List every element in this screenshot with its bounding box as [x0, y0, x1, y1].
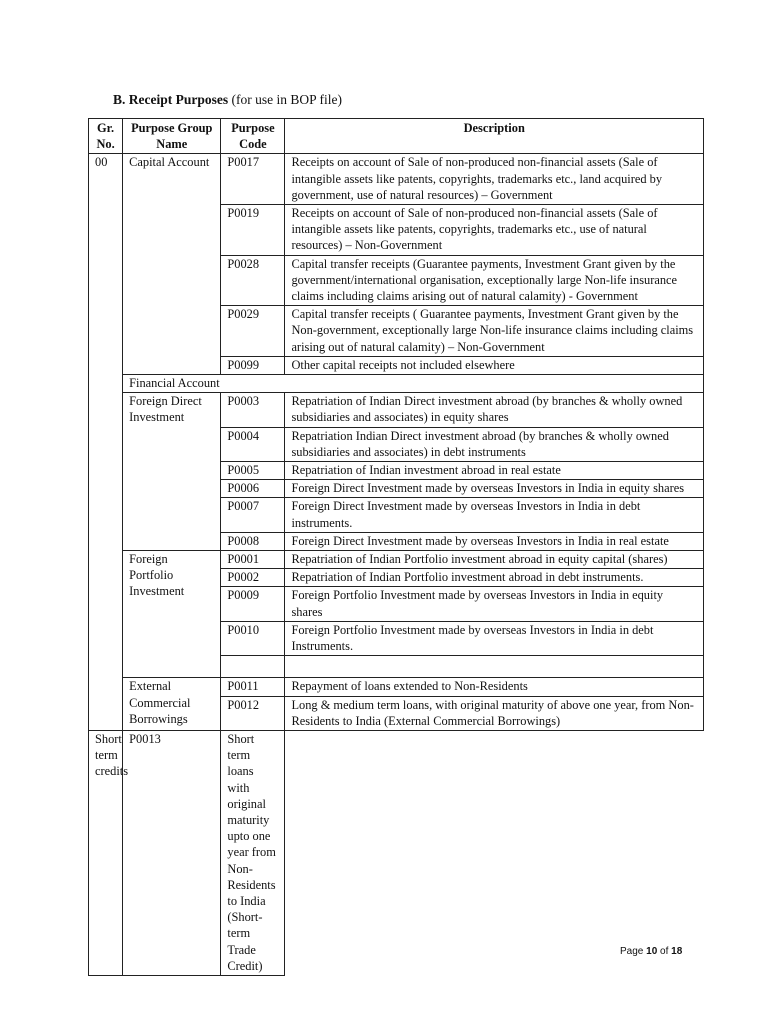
group-short-term-credits: Short term credits: [89, 730, 123, 975]
purpose-description: Receipts on account of Sale of non-produced non-financial assets (Sale of intangible assets like patents, copyrights, trademarks etc., land acquired by government, use of natural resources) – Government: [285, 154, 704, 205]
purpose-description: Foreign Portfolio Investment made by overseas Investors in India in equity shares: [285, 587, 704, 621]
table-header-row: [89, 119, 704, 154]
section-heading-note: (for use in BOP file): [231, 92, 342, 107]
purpose-code: P0099: [221, 356, 285, 374]
purpose-code: P0010: [221, 621, 285, 655]
empty-description-cell: [285, 656, 704, 678]
purpose-description: Capital transfer receipts ( Guarantee payments, Investment Grant given by the Non-government, exceptionally large Non-life insurance claims including claims arising out of natural calamity) – Non-Government: [285, 306, 704, 357]
page-total: 18: [671, 946, 683, 957]
purpose-code: P0012: [221, 696, 285, 730]
purpose-code: P0008: [221, 532, 285, 550]
header-group-name: Purpose Group Name: [123, 119, 221, 154]
purpose-description: Capital transfer receipts (Guarantee payments, Investment Grant given by the government/international organisation, exceptionally large Non-life insurance claims including claims arising out of natural calamity) - Government: [285, 255, 704, 306]
header-description: Description: [285, 119, 704, 154]
purpose-description: Repatriation of Indian Portfolio investment abroad in debt instruments.: [285, 569, 704, 587]
purpose-description: Short term loans with original maturity upto one year from Non-Residents to India (Short-term Trade Credit): [221, 730, 285, 975]
purpose-code: P0028: [221, 255, 285, 306]
empty-code-cell: [221, 656, 285, 678]
purpose-description: Foreign Portfolio Investment made by overseas Investors in India in debt Instruments.: [285, 621, 704, 655]
group-fdi: Foreign Direct Investment: [123, 393, 221, 551]
purpose-code: P0019: [221, 205, 285, 256]
purpose-description: Foreign Direct Investment made by overseas Investors in India in real estate: [285, 532, 704, 550]
purpose-description: Other capital receipts not included elsewhere: [285, 356, 704, 374]
purpose-code: P0003: [221, 393, 285, 427]
table-row: [89, 154, 704, 205]
purpose-description: Repatriation Indian Direct investment abroad (by branches & wholly owned subsidiaries and associates) in debt instruments: [285, 427, 704, 461]
table-row: [89, 393, 704, 427]
purpose-description: Foreign Direct Investment made by overseas Investors in India in equity shares: [285, 480, 704, 498]
page-current: 10: [646, 946, 658, 957]
group-ecb: External Commercial Borrowings: [123, 678, 221, 731]
purpose-description: Long & medium term loans, with original maturity of above one year, from Non-Residents to India (External Commercial Borrowings): [285, 696, 704, 730]
group-fpi: Foreign Portfolio Investment: [123, 551, 221, 678]
purpose-code: P0001: [221, 551, 285, 569]
header-gr-no: Gr. No.: [89, 119, 123, 154]
page-of: of: [660, 946, 669, 957]
purpose-code: P0007: [221, 498, 285, 532]
header-purpose-code: Purpose Code: [221, 119, 285, 154]
purpose-code: P0017: [221, 154, 285, 205]
purpose-code: P0011: [221, 678, 285, 696]
table-row: [89, 551, 704, 569]
purpose-code: P0006: [221, 480, 285, 498]
purpose-code: P0005: [221, 462, 285, 480]
section-heading: [113, 92, 342, 108]
table-row: [89, 730, 704, 975]
purpose-code: P0029: [221, 306, 285, 357]
receipt-purposes-table: [88, 118, 704, 976]
table-row: [89, 375, 704, 393]
group-financial-account: Financial Account: [123, 375, 704, 393]
purpose-description: Repatriation of Indian investment abroad in real estate: [285, 462, 704, 480]
purpose-description: Repayment of loans extended to Non-Residents: [285, 678, 704, 696]
purpose-description: Receipts on account of Sale of non-produced non-financial assets (Sale of intangible assets like patents, copyrights, trademarks etc., use of natural resources) – Non-Government: [285, 205, 704, 256]
page-number: [620, 946, 682, 957]
section-heading-bold: B. Receipt Purposes: [113, 92, 229, 107]
purpose-code: P0002: [221, 569, 285, 587]
group-capital-account: Capital Account: [123, 154, 221, 375]
purpose-description: Repatriation of Indian Direct investment abroad (by branches & wholly owned subsidiaries and associates) in equity shares: [285, 393, 704, 427]
page-prefix: Page: [620, 946, 644, 957]
table-row: [89, 678, 704, 696]
purpose-description: Repatriation of Indian Portfolio investment abroad in equity capital (shares): [285, 551, 704, 569]
purpose-description: Foreign Direct Investment made by overseas Investors in India in debt instruments.: [285, 498, 704, 532]
purpose-code: P0013: [123, 730, 221, 975]
purpose-code: P0009: [221, 587, 285, 621]
purpose-code: P0004: [221, 427, 285, 461]
gr-no-cell: 00: [89, 154, 123, 731]
